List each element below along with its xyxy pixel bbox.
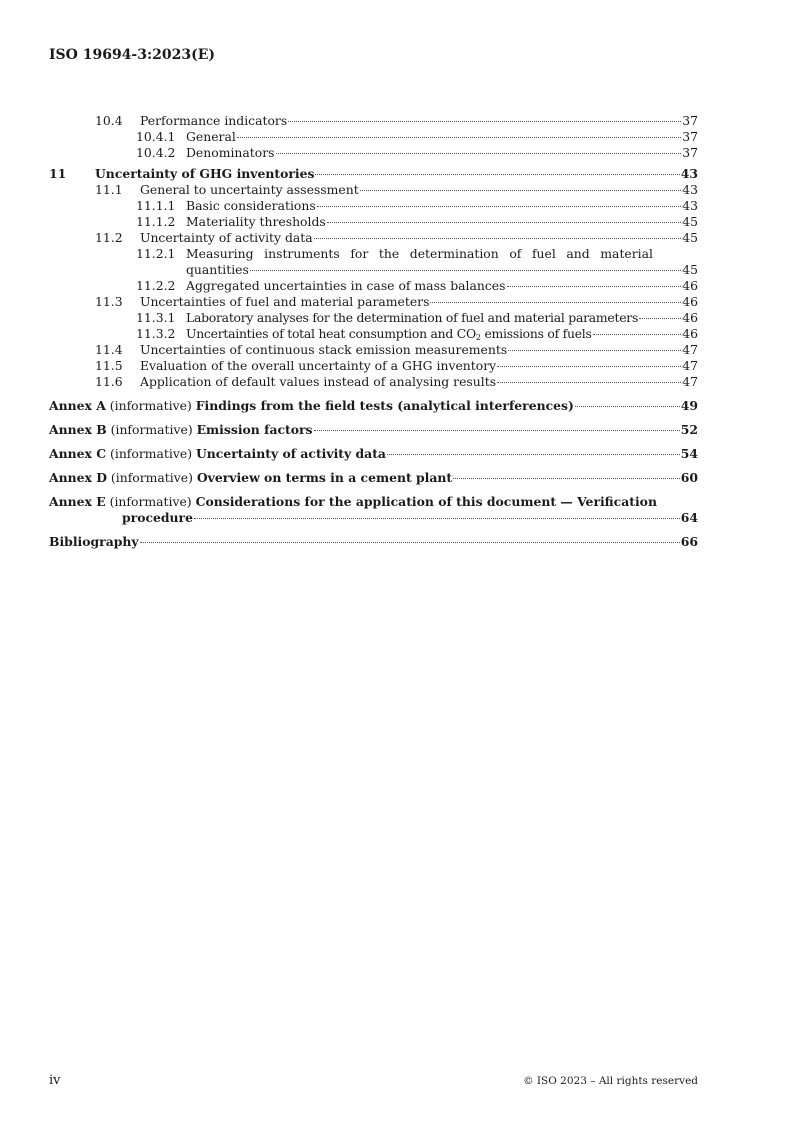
toc-entry-11-1-2[interactable] <box>49 214 698 230</box>
dot-leader <box>639 318 681 319</box>
toc-number: 11.5 <box>95 358 123 373</box>
toc-entry-11-2-1-continued[interactable] <box>49 262 698 278</box>
toc-title: Uncertainty of GHG inventories <box>95 166 315 181</box>
toc-entry-annex-e[interactable] <box>49 494 698 510</box>
toc-entry-11-6[interactable] <box>49 374 698 390</box>
toc-number: 11.2.1 <box>136 246 176 261</box>
toc-entry-annex-a[interactable] <box>49 398 698 414</box>
dot-leader <box>317 206 682 207</box>
dot-leader <box>453 478 680 479</box>
toc-page: 47 <box>682 358 698 373</box>
toc-entry-annex-d[interactable] <box>49 470 698 486</box>
toc-number: 10.4 <box>95 113 123 128</box>
table-of-contents <box>49 113 698 550</box>
dot-leader <box>315 174 679 175</box>
toc-page: 46 <box>682 294 698 309</box>
toc-entry-11[interactable] <box>49 166 698 182</box>
toc-title: General to uncertainty assessment <box>140 182 359 197</box>
toc-entry-10-4-2[interactable] <box>49 145 698 161</box>
toc-page: 46 <box>682 310 698 325</box>
toc-title: Evaluation of the overall uncertainty of a GHG inventory <box>140 358 497 373</box>
toc-title: Application of default values instead of analysing results <box>140 374 497 389</box>
toc-page: 47 <box>682 374 698 389</box>
toc-page: 54 <box>680 446 698 461</box>
toc-entry-11-2-1[interactable] <box>49 246 698 262</box>
toc-page: 46 <box>682 278 698 293</box>
toc-number: 11.2.2 <box>136 278 176 293</box>
toc-number: 11.2 <box>95 230 123 245</box>
toc-title-line-1: Annex E (informative) Considerations for the application of this document — Verification <box>49 494 657 509</box>
dot-leader <box>140 542 680 543</box>
toc-title: Uncertainties of total heat consumption and $CO_2$ emissions of fuels <box>186 326 592 342</box>
dot-leader <box>508 350 681 351</box>
toc-page: 45 <box>682 262 698 277</box>
toc-entry-11-5[interactable] <box>49 358 698 374</box>
toc-number: 11.1.2 <box>136 214 176 229</box>
toc-page: 37 <box>682 145 698 160</box>
toc-entry-10-4-1[interactable] <box>49 129 698 145</box>
toc-number: 11.3.1 <box>136 310 176 325</box>
toc-title-line-1: Measuring instruments for the determination of fuel and material <box>186 246 653 261</box>
toc-title: Annex C (informative) Uncertainty of activity data <box>49 446 386 461</box>
dot-leader <box>237 137 681 138</box>
dot-leader <box>314 430 680 431</box>
page-number: iv <box>49 1073 61 1088</box>
toc-page: 43 <box>682 182 698 197</box>
toc-page: 49 <box>680 398 698 413</box>
dot-leader <box>387 454 680 455</box>
toc-entry-bibliography[interactable] <box>49 534 698 550</box>
toc-entry-annex-c[interactable] <box>49 446 698 462</box>
dot-leader <box>288 121 681 122</box>
toc-page: 52 <box>680 422 698 437</box>
toc-entry-11-3-2[interactable] <box>49 326 698 342</box>
dot-leader <box>497 366 681 367</box>
toc-number: 10.4.1 <box>136 129 176 144</box>
toc-entry-11-3-1[interactable] <box>49 310 698 326</box>
toc-page: 64 <box>680 510 698 525</box>
toc-entry-11-1-1[interactable] <box>49 198 698 214</box>
toc-title: Aggregated uncertainties in case of mass balances <box>186 278 506 293</box>
toc-title: Bibliography <box>49 534 139 549</box>
toc-number: 11.6 <box>95 374 123 389</box>
toc-entry-10-4[interactable] <box>49 113 698 129</box>
toc-page: 37 <box>682 113 698 128</box>
toc-page: 45 <box>682 214 698 229</box>
toc-title: Annex A (informative) Findings from the field tests (analytical interferences) <box>49 398 574 413</box>
toc-number: 11.1 <box>95 182 123 197</box>
dot-leader <box>360 190 682 191</box>
dot-leader <box>250 270 681 271</box>
toc-title: Materiality thresholds <box>186 214 326 229</box>
toc-title: Denominators <box>186 145 275 160</box>
toc-entry-11-2[interactable] <box>49 230 698 246</box>
toc-title: Annex B (informative) Emission factors <box>49 422 313 437</box>
dot-leader <box>194 518 680 519</box>
toc-title: Uncertainties of fuel and material parameters <box>140 294 430 309</box>
toc-number: 11.4 <box>95 342 123 357</box>
dot-leader <box>507 286 682 287</box>
dot-leader <box>497 382 681 383</box>
toc-title-line-2: procedure <box>122 510 193 525</box>
toc-title: Annex D (informative) Overview on terms in a cement plant <box>49 470 453 485</box>
document-id: ISO 19694-3:2023(E) <box>49 47 216 63</box>
toc-number: 11.1.1 <box>136 198 176 213</box>
toc-number: 11.3.2 <box>136 326 176 341</box>
toc-entry-11-1[interactable] <box>49 182 698 198</box>
toc-page: 37 <box>682 129 698 144</box>
toc-page: 43 <box>682 198 698 213</box>
toc-title: General <box>186 129 236 144</box>
toc-entry-annex-b[interactable] <box>49 422 698 438</box>
toc-page: 46 <box>682 326 698 341</box>
toc-entry-annex-e-continued[interactable] <box>49 510 698 526</box>
dot-leader <box>430 302 681 303</box>
toc-entry-11-3[interactable] <box>49 294 698 310</box>
toc-title: Basic considerations <box>186 198 316 213</box>
dot-leader <box>575 406 680 407</box>
toc-title-line-2: quantities <box>186 262 249 277</box>
toc-page: 43 <box>680 166 698 181</box>
dot-leader <box>314 238 682 239</box>
dot-leader <box>593 334 682 335</box>
toc-entry-11-4[interactable] <box>49 342 698 358</box>
toc-number: 10.4.2 <box>136 145 176 160</box>
toc-title: Laboratory analyses for the determination of fuel and material parameters <box>186 310 639 325</box>
toc-title: Performance indicators <box>140 113 288 128</box>
toc-page: 60 <box>680 470 698 485</box>
toc-page: 66 <box>680 534 698 549</box>
toc-title: Uncertainty of activity data <box>140 230 313 245</box>
copyright-notice: © ISO 2023 – All rights reserved <box>523 1075 698 1087</box>
toc-number: 11 <box>49 166 67 181</box>
toc-page: 47 <box>682 342 698 357</box>
dot-leader <box>276 153 682 154</box>
toc-number: 11.3 <box>95 294 123 309</box>
dot-leader <box>327 222 681 223</box>
toc-entry-11-2-2[interactable] <box>49 278 698 294</box>
toc-title: Uncertainties of continuous stack emission measurements <box>140 342 508 357</box>
toc-page: 45 <box>682 230 698 245</box>
